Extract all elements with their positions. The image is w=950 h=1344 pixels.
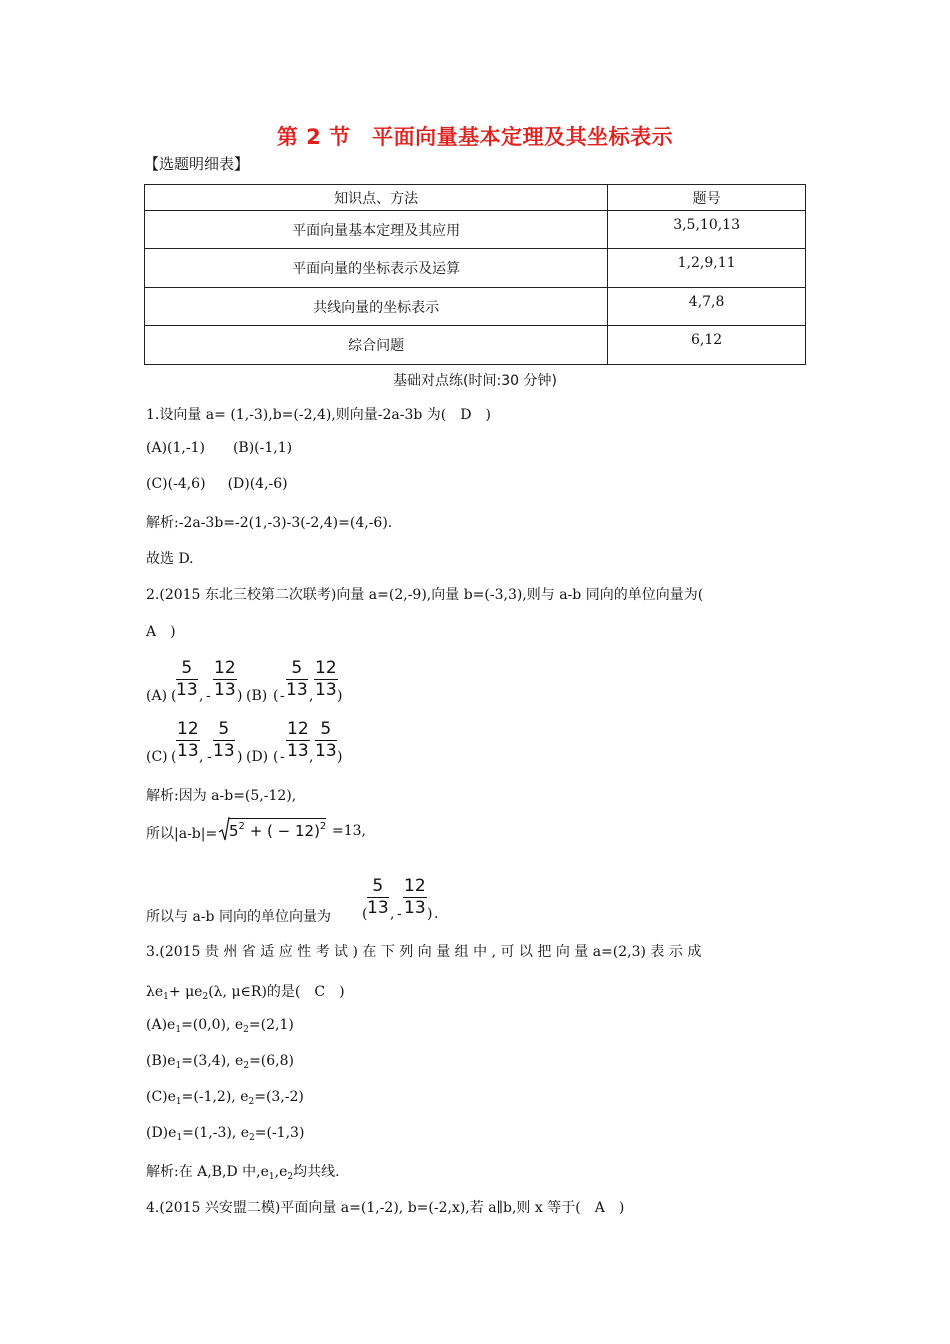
q3-option-b: $(B)e_1=(3,4)$, $e_2=(6,8)$ — [146, 1053, 294, 1071]
q2-option-d-label: (D) — [246, 749, 269, 765]
q3-answer: C — [314, 984, 326, 1000]
q3-option-d: $(D)e_1=(1,-3)$, $e_2=(-1,3)$ — [146, 1125, 305, 1143]
minus-sign: - — [206, 688, 211, 704]
fraction: $\frac{12}{13}$ — [315, 658, 337, 700]
table-header: 题号 — [608, 185, 806, 211]
q1-conclusion: 故选 D. — [146, 551, 194, 567]
q1-answer: D — [460, 407, 472, 423]
q3-stem-2: $\lambda e_1+ \mu e_2(\lambda$, μ∈R)的是( C ) — [146, 984, 345, 1002]
q2-analysis-3: 所以与 a-b 同向的单位向量为 — [146, 909, 331, 925]
table-header-row — [145, 185, 806, 211]
fraction: $\frac{12}{13}$ — [214, 658, 236, 700]
comma: , — [309, 688, 314, 704]
section-label: 【选题明细表】 — [144, 155, 250, 173]
q1-analysis: 解析:-2a-3b=-2(1,-3)-3(-2,4)=(4,-6). — [146, 515, 393, 531]
page-title: 第 2 节 平面向量基本定理及其坐标表示 — [276, 125, 674, 149]
q1-options-row2 — [146, 476, 288, 492]
q2-answer-line: A ) — [146, 624, 176, 640]
minus-sign: - — [280, 688, 285, 704]
paren: ) — [237, 749, 243, 765]
paren: ( — [362, 906, 368, 922]
minus-sign: - — [280, 749, 285, 765]
paren: ( — [273, 749, 279, 765]
table-row — [145, 288, 806, 326]
fraction: $\frac{5}{13}$ — [367, 876, 389, 918]
comma: , — [199, 688, 204, 704]
fraction: $\frac{12}{13}$ — [404, 876, 426, 918]
fraction: $\frac{5}{13}$ — [286, 658, 308, 700]
paren: ) — [427, 906, 433, 922]
q1-option-b: (B)(-1,1) — [232, 440, 293, 456]
q3-analysis: 解析:在 A,B,D 中$,e_1,e_2$均共线. — [146, 1164, 340, 1182]
table-cell: 共线向量的坐标表示 — [145, 288, 608, 326]
q4-stem: 4.(2015 兴安盟二模)平面向量 a=(1,-2), b=(-2,x),若 a∥b,则 x 等于( A ) — [146, 1200, 625, 1216]
table-cell: 1,2,9,11 — [608, 249, 806, 288]
paren: ( — [273, 688, 279, 704]
comma: , — [390, 906, 395, 922]
paren: ) — [237, 688, 243, 704]
fraction: $\frac{5}{13}$ — [176, 658, 198, 700]
q3-option-a: $(A)e_1=(0,0)$, $e_2=(2,1)$ — [146, 1017, 294, 1035]
q3-stem: 3.(2015 贵 州 省 适 应 性 考 试 ) 在 下 列 向 量 组 中 , 可 以 把 向 量 a=(2,3) 表 示 成 — [146, 944, 702, 960]
comma: , — [309, 749, 314, 765]
q3-option-c: $(C)e_1=(-1,2)$, $e_2=(3,-2)$ — [146, 1089, 304, 1107]
paren: ( — [171, 749, 177, 765]
table-cell: 4,7,8 — [608, 288, 806, 326]
minus-sign: - — [207, 749, 212, 765]
table-header: 知识点、方法 — [145, 185, 608, 211]
q1-stem: 1.设向量 a= (1,-3),b=(-2,4),则向量-2a-3b 为( D ) — [146, 407, 491, 423]
q2-analysis-2-suffix: =13, — [332, 823, 366, 839]
q2-answer: A — [146, 624, 157, 640]
table-cell: 3,5,10,13 — [608, 211, 806, 249]
practice-caption: 基础对点练(时间:30 分钟) — [393, 373, 557, 389]
comma: , — [199, 749, 204, 765]
q4-answer: A — [594, 1200, 605, 1216]
q2-analysis-2: 所以|a-b|= — [146, 826, 218, 842]
paren: ) — [337, 749, 343, 765]
q1-options-row1 — [146, 440, 292, 456]
fraction: $\frac{12}{13}$ — [287, 719, 309, 761]
paren: ) — [337, 688, 343, 704]
table-row — [145, 326, 806, 365]
q2-option-c-label: (C) — [146, 749, 168, 765]
table-cell: 平面向量的坐标表示及运算 — [145, 249, 608, 288]
q2-option-a-label: (A) — [146, 688, 168, 704]
q1-option-a: (A)(1,-1) — [146, 440, 205, 456]
q2-analysis-1: 解析:因为 a-b=(5,-12), — [146, 788, 297, 804]
minus-sign: - — [397, 906, 402, 922]
q1-option-c: (C)(-4,6) — [146, 476, 206, 492]
paren: ( — [171, 688, 177, 704]
table-row — [145, 211, 806, 249]
topic-table — [144, 184, 806, 365]
q2-stem: 2.(2015 东北三校第二次联考)向量 a=(2,-9),向量 b=(-3,3),则与 a-b 同向的单位向量为( — [146, 587, 704, 603]
table-cell: 综合问题 — [145, 326, 608, 365]
period: . — [434, 906, 439, 922]
sqrt-radicand: $5^2$ + ( − 12)$^2$ — [229, 818, 326, 840]
table-cell: 6,12 — [608, 326, 806, 365]
q2-option-b-label: (B) — [246, 688, 268, 704]
fraction: $\frac{5}{13}$ — [315, 719, 337, 761]
table-row — [145, 249, 806, 288]
table-cell: 平面向量基本定理及其应用 — [145, 211, 608, 249]
fraction: $\frac{5}{13}$ — [213, 719, 235, 761]
q1-option-d: (D)(4,-6) — [227, 476, 288, 492]
fraction: $\frac{12}{13}$ — [177, 719, 199, 761]
